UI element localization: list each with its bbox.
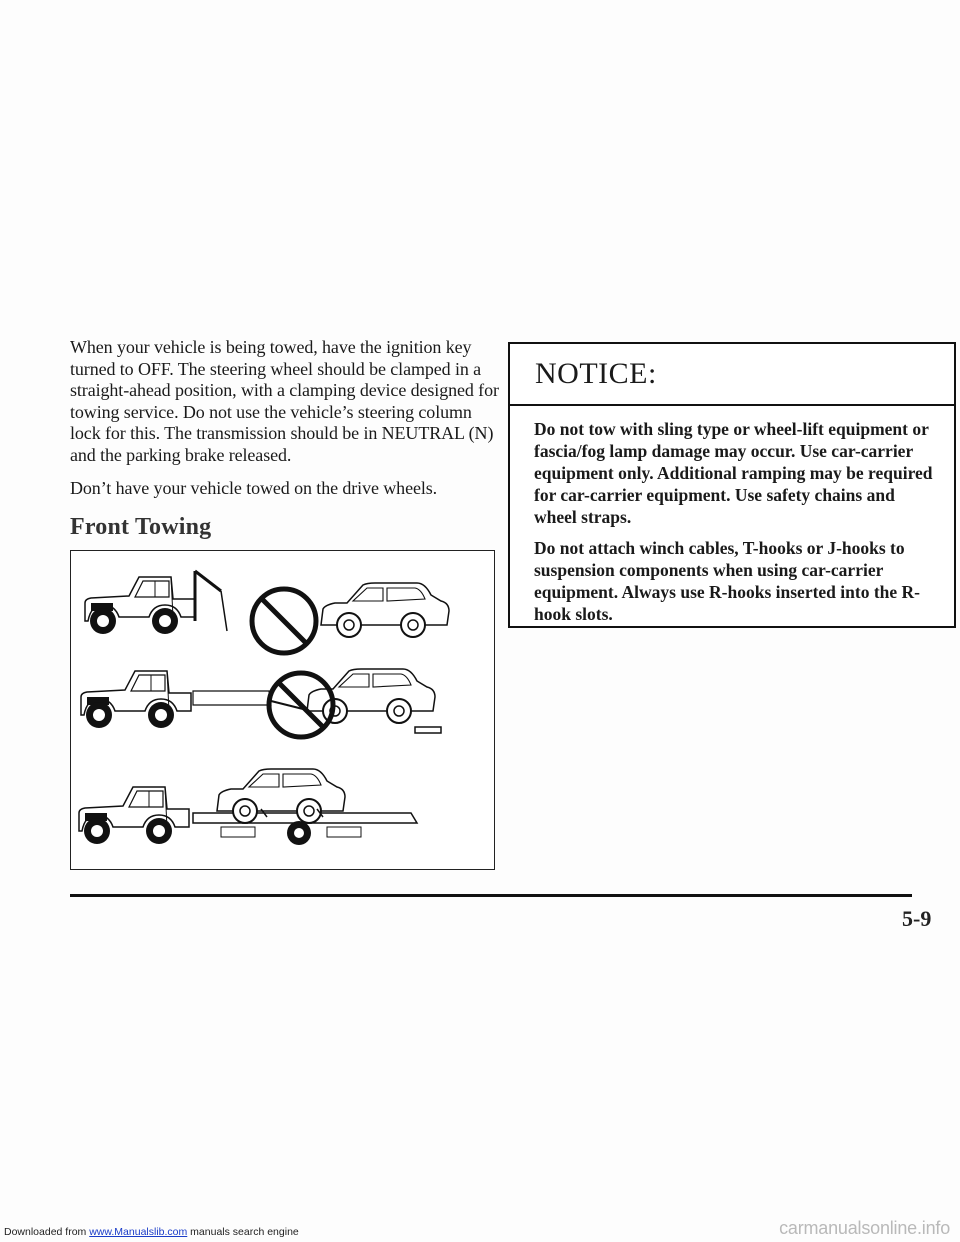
footer-suffix: manuals search engine [187,1226,299,1238]
notice-header [510,344,954,406]
body-paragraph: Don’t have your vehicle towed on the drive wheels. [70,478,438,498]
towing-illustration [70,550,495,870]
download-footer [4,1226,299,1238]
sling-tow-scene [85,571,449,653]
wheel-lift-tow-scene [81,669,441,737]
footer-prefix: Downloaded from [4,1226,90,1238]
main-text-column [70,337,500,541]
notice-body [510,406,954,625]
notice-box [508,342,956,628]
notice-title: NOTICE: [535,357,657,390]
car-carrier-tow-scene [79,769,417,845]
watermark: carmanualsonline.info [779,1218,950,1238]
notice-paragraph: Do not tow with sling type or wheel-lift equipment or fascia/fog lamp damage may occur. Use car-carrier equipment only. Additional ramping may be required for car-carrier equipment. Use safety chains and wheel straps. [534,419,933,527]
section-heading: Front Towing [70,513,212,540]
footer-rule [70,894,912,897]
page-number: 5-9 [902,906,932,931]
manualslib-link[interactable]: www.Manualslib.com [89,1226,188,1238]
notice-paragraph: Do not attach winch cables, T-hooks or J-hooks to suspension components when using car-carrier equipment. Always use R-hooks inserted into the R-hook slots. [534,538,920,624]
body-paragraph: When your vehicle is being towed, have the ignition key turned to OFF. The steering wheel should be clamped in a straight-ahead position, with a clamping device designed for towing service. Do not use the vehicle’s steering column lock for this. The transmission should be in NEUTRAL (N) and the parking brake released. [70,337,499,465]
